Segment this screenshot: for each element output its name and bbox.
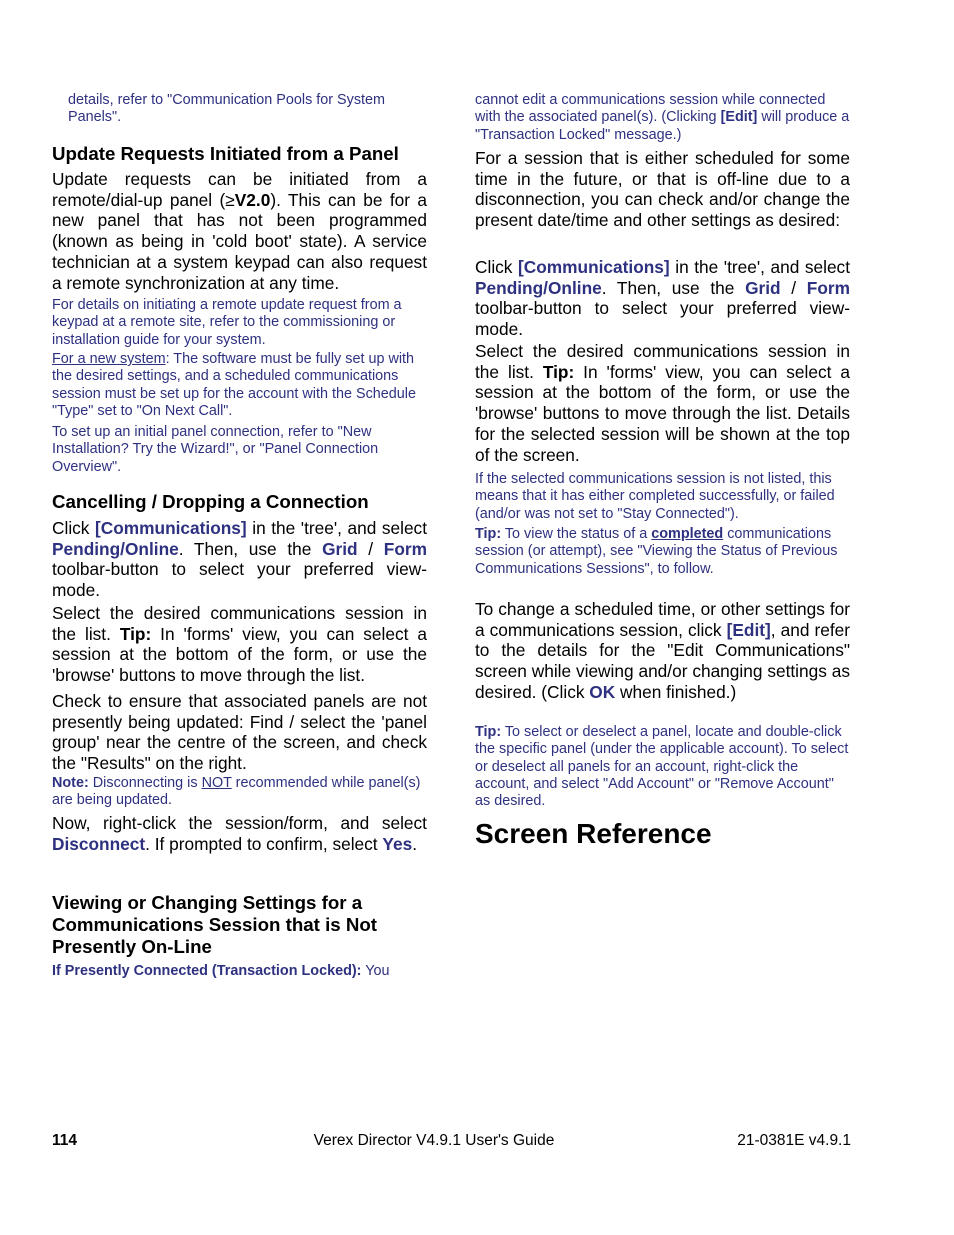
right-click-paragraph: Click [Communications] in the 'tree', and select Pending/Online. Then, use the Grid / Form toolbar-button to select your preferred view-mode. <box>475 257 850 340</box>
note-not-listed: If the selected communications session is not listed, this means that it has either completed successfully, or failed (and/or was not set to "Stay Connected"). <box>475 471 835 522</box>
heading-screen-reference: Screen Reference <box>475 818 712 849</box>
cancel-click-paragraph: Click [Communications] in the 'tree', and select Pending/Online. Then, use the Grid / Form toolbar-button to select your preferred view-mode. <box>52 518 427 601</box>
footer-title: Verex Director V4.9.1 User's Guide <box>313 1132 555 1149</box>
note-initial-connection: To set up an initial panel connection, refer to "New Installation? Try the Wizard!", or "Panel Connection Overview". <box>52 424 379 475</box>
tip-select-panel: Tip: To select or deselect a panel, locate and double-click the specific panel (under the applicable account). To select or deselect all panels for an account, right-click the account, and select "Add Account" or "Remove Account" as desired. <box>475 724 849 810</box>
note-remote-update: For details on initiating a remote update request from a keypad at a remote site, refer to the commissioning or installation guide for your system. <box>52 297 402 348</box>
change-scheduled-paragraph: To change a scheduled time, or other settings for a communications session, click [Edit], and refer to the details for the "Edit Communications" screen while viewing and/or changing settings as desired. (Click OK when finished.) <box>475 599 850 702</box>
heading-viewing-changing: Viewing or Changing Settings for a Communications Session that is Not Presently On-Line <box>52 892 377 957</box>
note-if-connected: If Presently Connected (Transaction Locked): You <box>52 963 390 979</box>
note-comm-pools: details, refer to "Communication Pools for System Panels". <box>68 92 386 126</box>
heading-update-requests: Update Requests Initiated from a Panel <box>52 143 399 164</box>
note-disconnecting: Note: Disconnecting is NOT recommended while panel(s) are being updated. <box>52 775 421 809</box>
heading-cancelling: Cancelling / Dropping a Connection <box>52 491 369 512</box>
update-requests-paragraph: Update requests can be initiated from a remote/dial-up panel (≥V2.0). This can be for a new panel that has not been programmed (known as being in 'cold boot' state). A service technician at a system keypad can also request a remote synchronization at any time. <box>52 169 427 293</box>
footer-doc-id: 21-0381E v4.9.1 <box>737 1132 851 1149</box>
tip-completed: Tip: To view the status of a completed communications session (or attempt), see "Viewing the Status of Previous Communications Sessions", to follow. <box>475 526 838 577</box>
cancel-check-paragraph: Check to ensure that associated panels are not presently being updated: Find / select the 'panel group' near the centre of the screen, and check the "Results" on the right. <box>52 691 427 774</box>
scheduled-session-paragraph: For a session that is either scheduled for some time in the future, or that is off-line due to a disconnection, you can check and/or change the present date/time and other settings as desired: <box>475 148 850 231</box>
note-new-system: For a new system: The software must be fully set up with the desired settings, and a scheduled communications session must be set up for the account with the Schedule "Type" set to "On Next Call". <box>52 351 416 419</box>
cancel-rightclick-paragraph: Now, right-click the session/form, and select Disconnect. If prompted to confirm, select Yes. <box>52 813 427 854</box>
page-number: 114 <box>52 1132 78 1149</box>
note-cannot-edit: cannot edit a communications session while connected with the associated panel(s). (Clicking [Edit] will produce a "Transaction Locked" message.) <box>475 92 850 143</box>
cancel-select-paragraph: Select the desired communications session in the list. Tip: In 'forms' view, you can select a session at the bottom of the form, or use the 'browse' buttons to move through the list. <box>52 603 427 686</box>
right-select-paragraph: Select the desired communications session in the list. Tip: In 'forms' view, you can select a session at the bottom of the form, or use the 'browse' buttons to move through the list. Details for the selected session will be shown at the top of the screen. <box>475 341 850 465</box>
